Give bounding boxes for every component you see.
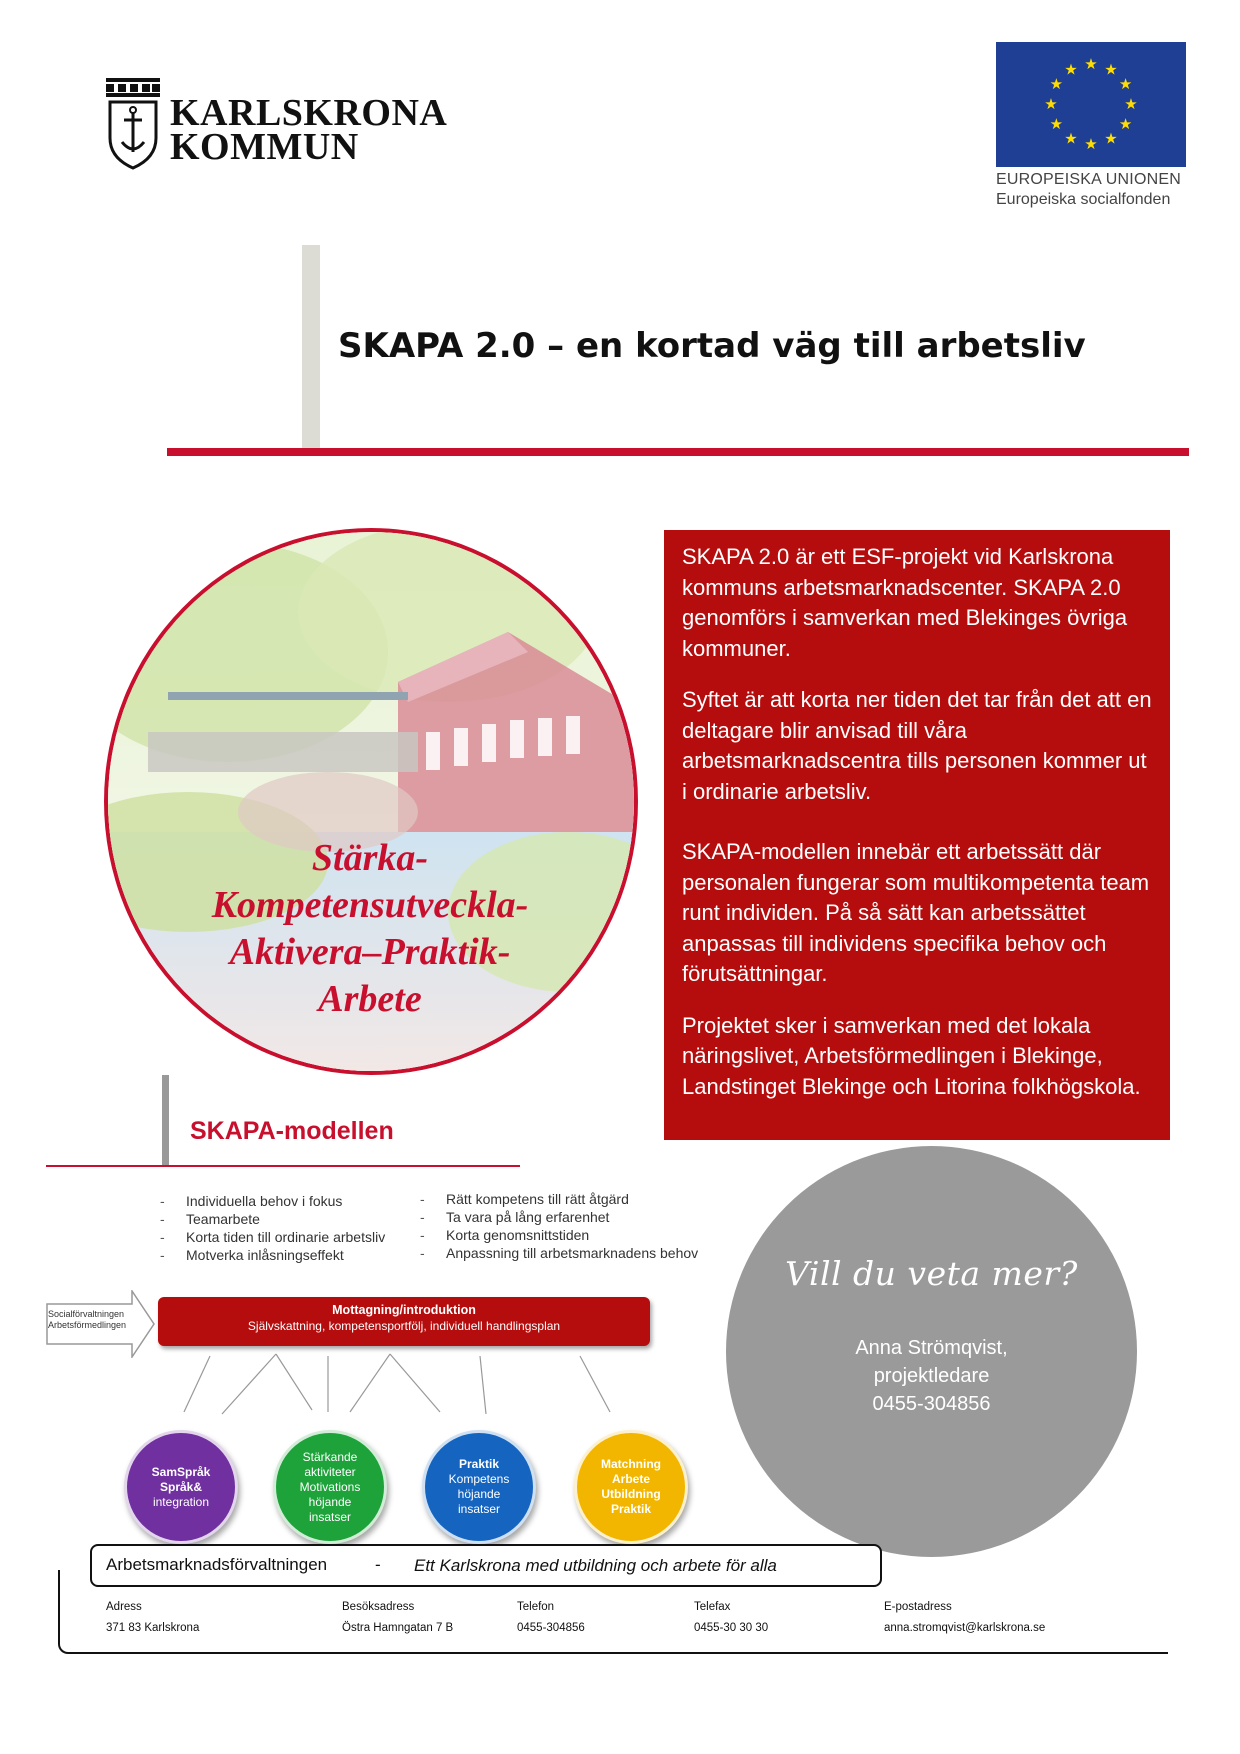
footer-separator: - — [375, 1555, 381, 1574]
slogan-line-4: Arbete — [318, 978, 422, 1020]
contact-heading: Vill du veta mer? — [785, 1254, 1078, 1293]
footer-address — [106, 1597, 199, 1639]
eu-flag-icon — [996, 42, 1186, 167]
referrer-labels — [48, 1309, 126, 1331]
footer-label: E-postadress — [884, 1601, 952, 1613]
footer-value: anna.stromqvist@karlskrona.se — [884, 1622, 1046, 1634]
info-paragraph-3: SKAPA-modellen innebär ett arbetssätt där personalen fungerar som multikompetenta team runt individen. På så sätt kan arbetssättet anpassas till individens specifika behov och förutsättningar. — [682, 839, 1150, 986]
municipality-line-1: KARLSKRONA — [170, 92, 448, 134]
bubble-line: Stärkande — [302, 1449, 358, 1464]
eu-star-icon: ★ — [1049, 116, 1064, 133]
footer-label: Telefax — [694, 1601, 731, 1613]
title-divider — [167, 448, 1189, 456]
bubble-line: Praktik — [610, 1502, 652, 1516]
eu-star-icon: ★ — [1124, 96, 1138, 113]
info-paragraph-2: Syftet är att korta ner tiden det tar från det att en deltagare blir anvisad till våra arbetsmarknadscentra tills personen kommer ut i ordinarie arbetsliv. — [682, 687, 1152, 804]
footer-value: 0455-30 30 30 — [694, 1622, 769, 1634]
bubble-line: integration — [152, 1494, 210, 1509]
bubble-line: Kompetens — [448, 1472, 510, 1486]
footer-slogan: Ett Karlskrona med utbildning och arbete för alla — [414, 1556, 777, 1575]
footer-fax — [694, 1597, 768, 1639]
eu-star-icon: ★ — [1084, 136, 1098, 153]
bubble-line: Arbete — [611, 1472, 650, 1486]
municipality-name — [170, 92, 448, 168]
footer-label: Adress — [106, 1601, 142, 1613]
list-item: - Teamarbete — [156, 1210, 385, 1228]
slogan-line-2: Kompetensutveckla- — [211, 884, 529, 926]
list-item: - Ta vara på lång erfarenhet — [416, 1208, 698, 1226]
eu-star-icon: ★ — [1104, 130, 1118, 148]
eu-star-icon: ★ — [1084, 56, 1098, 73]
intake-subtitle: Självskattning, kompetensportfölj, individuell handlingsplan — [247, 1319, 561, 1333]
referrer-social: Socialförvaltningen — [48, 1309, 125, 1319]
circle-slogan — [150, 835, 590, 1023]
footer-visiting-address — [342, 1597, 453, 1639]
project-info-box — [664, 530, 1170, 1140]
model-accent-bar — [162, 1075, 169, 1165]
list-item: - Rätt kompetens till rätt åtgärd — [416, 1190, 698, 1208]
eu-star-icon: ★ — [1044, 96, 1058, 113]
footer-phone — [517, 1597, 585, 1639]
bullet-list-right — [416, 1190, 698, 1262]
eu-star-icon: ★ — [1049, 76, 1064, 93]
list-item: - Anpassning till arbetsmarknadens behov — [416, 1244, 698, 1262]
bubble-line: aktiviteter — [304, 1464, 356, 1479]
model-divider — [46, 1165, 520, 1167]
model-title: SKAPA-modellen — [190, 1117, 394, 1145]
eu-star-icon: ★ — [1118, 116, 1133, 133]
bubble-line: Utbildning — [601, 1487, 661, 1501]
footer-email — [884, 1597, 1045, 1639]
list-item: - Individuella behov i fokus — [156, 1192, 385, 1210]
list-item: - Motverka inlåsningseffekt — [156, 1246, 385, 1264]
slogan-line-3: Aktivera–Praktik- — [229, 931, 511, 973]
bubble-line: SamSpråk — [151, 1464, 211, 1479]
flow-arrows — [170, 1352, 630, 1420]
slogan-line-1: Stärka- — [311, 837, 429, 879]
contact-role: projektledare — [873, 1365, 990, 1387]
bubble-line: Praktik — [458, 1457, 500, 1471]
list-item: - Korta genomsnittstiden — [416, 1226, 698, 1244]
eu-star-icon: ★ — [1118, 76, 1133, 93]
bubble-starkande — [273, 1430, 387, 1544]
bubble-line: Matchning — [601, 1457, 661, 1471]
bullet-list-left — [156, 1192, 385, 1264]
footer-label: Telefon — [517, 1601, 555, 1613]
info-paragraph-1: SKAPA 2.0 är ett ESF-projekt vid Karlskrona kommuns arbetsmarknadscenter. SKAPA 2.0 genomförs i samverkan med Blekinges övriga kommuner. — [682, 544, 1128, 661]
bubble-line: Motivations — [299, 1479, 361, 1494]
bubble-line: insatser — [457, 1502, 501, 1516]
intake-box — [158, 1297, 650, 1346]
eu-label: EUROPEISKA UNIONEN — [996, 171, 1181, 188]
bubble-line: höjande — [457, 1487, 501, 1501]
footer-label: Besöksadress — [342, 1601, 415, 1613]
municipality-line-2: KOMMUN — [170, 126, 359, 168]
bubble-line: höjande — [308, 1494, 352, 1509]
intake-title: Mottagning/introduktion — [332, 1303, 476, 1317]
karlskrona-crest-icon — [104, 78, 162, 170]
footer-value: Östra Hamngatan 7 B — [342, 1622, 454, 1634]
footer-org: Arbetsmarknadsförvaltningen — [106, 1555, 328, 1574]
bubble-praktik — [422, 1430, 536, 1544]
eu-star-icon: ★ — [1064, 130, 1078, 148]
contact-details — [726, 1334, 1137, 1418]
eu-star-icon: ★ — [1104, 61, 1118, 79]
eu-star-icon: ★ — [1064, 61, 1078, 79]
list-item: - Korta tiden till ordinarie arbetsliv — [156, 1228, 385, 1246]
eu-fund-label: Europeiska socialfonden — [996, 191, 1171, 208]
title-accent-bar — [302, 245, 320, 448]
referrer-employment: Arbetsförmedlingen — [48, 1320, 127, 1330]
footer-value: 371 83 Karlskrona — [106, 1622, 200, 1634]
bubble-line: insatser — [308, 1509, 352, 1524]
page-title: SKAPA 2.0 – en kortad väg till arbetsliv — [338, 326, 1086, 366]
footer-value: 0455-304856 — [517, 1622, 585, 1634]
bubble-samsprak — [124, 1430, 238, 1544]
bubble-matchning — [574, 1430, 688, 1544]
bubble-line: Språk& — [159, 1479, 203, 1494]
contact-name: Anna Strömqvist, — [855, 1337, 1008, 1359]
contact-phone: 0455-304856 — [872, 1393, 991, 1415]
info-paragraph-4: Projektet sker i samverkan med det lokala näringslivet, Arbetsförmedlingen i Blekinge, Landstinget Blekinge och Litorina folkhögskola. — [682, 1012, 1141, 1099]
